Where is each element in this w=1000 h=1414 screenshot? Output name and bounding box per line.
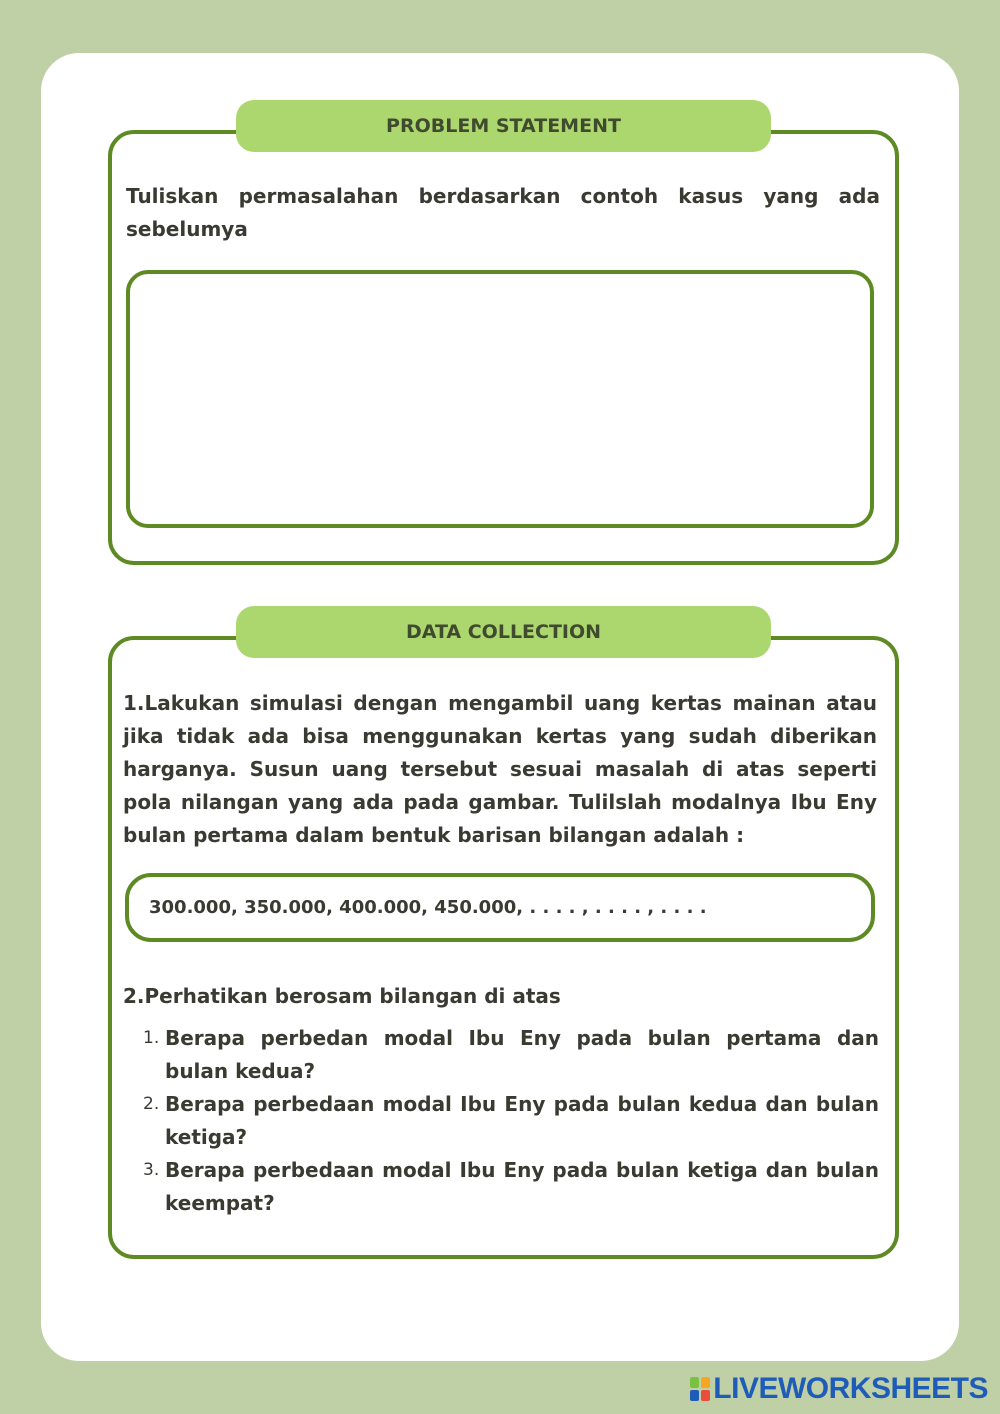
problem-statement-answer-box[interactable] bbox=[126, 270, 874, 528]
sub-question-text: Berapa perbedaan modal Ibu Eny pada bulan kedua dan bulan ketiga? bbox=[165, 1092, 879, 1149]
list-item bbox=[143, 1154, 879, 1220]
list-item bbox=[143, 1088, 879, 1154]
sub-question-number: 1. bbox=[143, 1028, 160, 1048]
sub-question-text: Berapa perbedaan modal Ibu Eny pada bulan ketiga dan bulan keempat? bbox=[165, 1158, 879, 1215]
problem-statement-title: PROBLEM STATEMENT bbox=[236, 100, 771, 152]
data-collection-title: DATA COLLECTION bbox=[236, 606, 771, 658]
data-collection-question-1: 1.Lakukan simulasi dengan mengambil uang kertas mainan atau jika tidak ada bisa menggunakan kertas yang sudah diberikan harganya. Susun uang tersebut sesuai masalah di atas seperti pola nilangan yang ada pada gambar. Tulilslah modalnya Ibu Eny bulan pertama dalam bentuk barisan bilangan adalah : bbox=[123, 691, 877, 847]
sequence-text: 300.000, 350.000, 400.000, 450.000, . . . . , . . . . , . . . . bbox=[149, 897, 707, 918]
sub-question-list bbox=[143, 1022, 879, 1220]
list-item bbox=[143, 1022, 879, 1088]
liveworksheets-brand[interactable] bbox=[690, 1372, 988, 1406]
sub-question-text: Berapa perbedan modal Ibu Eny pada bulan pertama dan bulan kedua? bbox=[165, 1026, 879, 1083]
liveworksheets-logo-icon bbox=[690, 1377, 710, 1401]
data-collection-question-2: 2.Perhatikan berosam bilangan di atas bbox=[123, 984, 561, 1008]
sub-question-number: 3. bbox=[143, 1160, 160, 1180]
sequence-answer-box[interactable] bbox=[125, 873, 875, 942]
sub-question-number: 2. bbox=[143, 1094, 160, 1114]
problem-statement-instruction: Tuliskan permasalahan berdasarkan contoh kasus yang ada sebelumya bbox=[126, 184, 880, 241]
brand-name: LIVEWORKSHEETS bbox=[713, 1372, 988, 1405]
